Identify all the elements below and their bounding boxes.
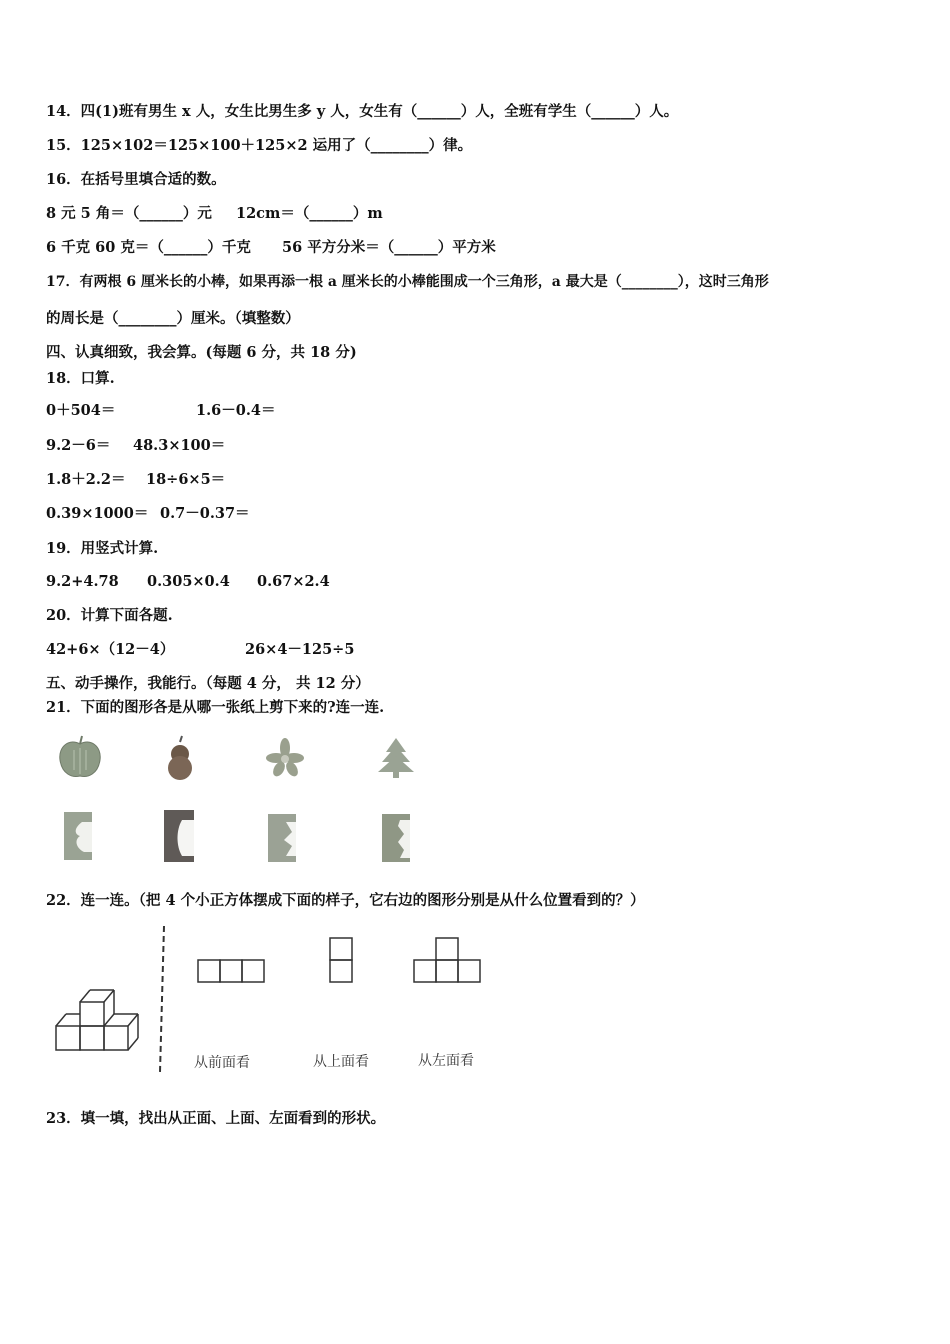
q18-item-1: 0＋504＝ bbox=[46, 402, 116, 419]
section-4-heading: 四、认真细致，我会算。(每题 6 分，共 18 分) bbox=[46, 344, 357, 361]
front-view-icon bbox=[198, 960, 264, 982]
q18-item-2: 1.6－0.4＝ bbox=[196, 402, 276, 419]
q18-item-7: 0.39×1000＝ bbox=[46, 505, 149, 522]
q19-item-3: 0.67×2.4 bbox=[257, 573, 330, 590]
label-left-view: 从左面看 bbox=[418, 1053, 474, 1069]
left-view-icon bbox=[414, 938, 480, 982]
question-22-title: 22．连一连。（把 4 个小正方体摆成下面的样子，它右边的图形分别是从什么位置看到的？） bbox=[46, 892, 645, 909]
q18-item-3: 9.2－6＝ bbox=[46, 437, 111, 454]
paper-3-icon bbox=[268, 814, 296, 862]
q18-item-6: 18÷6×5＝ bbox=[146, 471, 226, 488]
paper-4-icon bbox=[382, 814, 410, 862]
question-15: 15．125×102＝125×100＋125×2 运用了（________）律。 bbox=[46, 137, 473, 154]
q18-item-8: 0.7－0.37＝ bbox=[160, 505, 250, 522]
q19-item-1: 9.2+4.78 bbox=[46, 573, 119, 590]
q20-item-2: 26×4－125÷5 bbox=[245, 641, 355, 658]
paper-1-icon bbox=[64, 812, 92, 860]
label-top-view: 从上面看 bbox=[313, 1054, 369, 1070]
question-19-title: 19．用竖式计算. bbox=[46, 540, 159, 557]
q16-item-c: 6 千克 60 克＝（______）千克 bbox=[46, 239, 251, 256]
q19-item-2: 0.305×0.4 bbox=[147, 573, 230, 590]
dashed-divider bbox=[160, 926, 164, 1072]
question-23: 23．填一填，找出从正面、上面、左面看到的形状。 bbox=[46, 1110, 386, 1127]
q16-item-d: 56 平方分米＝（______）平方米 bbox=[282, 239, 496, 256]
section-5-heading: 五、动手操作，我能行。（每题 4 分， 共 12 分） bbox=[46, 675, 370, 692]
paper-2-icon bbox=[164, 810, 194, 862]
flower-shape-icon bbox=[266, 738, 304, 778]
tree-shape-icon bbox=[378, 738, 414, 778]
cutouts-figure bbox=[52, 730, 492, 870]
cube-stack-icon bbox=[56, 990, 138, 1050]
question-16-title: 16．在括号里填合适的数。 bbox=[46, 171, 226, 188]
gourd-shape-icon bbox=[168, 736, 192, 780]
q18-item-5: 1.8＋2.2＝ bbox=[46, 471, 126, 488]
question-14: 14．四(1)班有男生 x 人，女生比男生多 y 人，女生有（______）人，全班有学生（______）人。 bbox=[46, 103, 679, 120]
q20-item-1: 42+6×（12－4） bbox=[46, 641, 175, 658]
question-17-line1: 17．有两根 6 厘米长的小棒，如果再添一根 a 厘米长的小棒能围成一个三角形，a 最大是（________），这时三角形 bbox=[46, 274, 769, 290]
question-17-line2: 的周长是（________）厘米。（填整数） bbox=[46, 310, 300, 327]
q16-item-a: 8 元 5 角＝（______）元 bbox=[46, 205, 212, 222]
question-18-title: 18．口算. bbox=[46, 370, 115, 387]
label-front-view: 从前面看 bbox=[194, 1055, 250, 1071]
q16-item-b: 12cm＝（______）m bbox=[236, 205, 383, 222]
q18-item-4: 48.3×100＝ bbox=[133, 437, 226, 454]
question-20-title: 20．计算下面各题. bbox=[46, 607, 173, 624]
question-21: 21．下面的图形各是从哪一张纸上剪下来的?连一连. bbox=[46, 699, 385, 716]
apple-shape-icon bbox=[60, 736, 100, 776]
top-view-icon bbox=[330, 938, 352, 982]
